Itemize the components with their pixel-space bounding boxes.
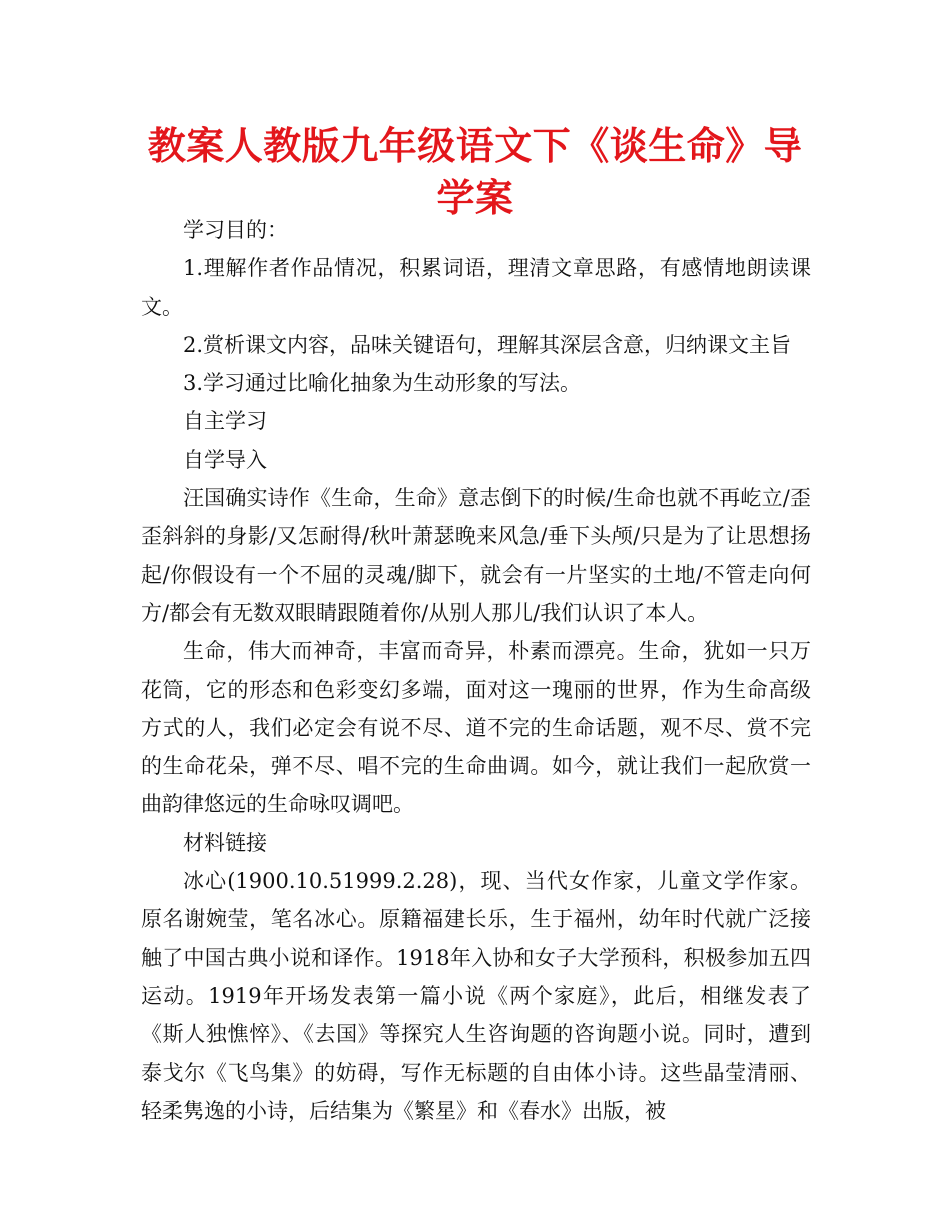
paragraph-objective-2: 2.赏析课文内容，品味关键语句，理解其深层含意，归纳课文主旨 — [183, 332, 792, 357]
paragraph-objective-1: 1.理解作者作品情况，积累词语，理清文章思路，有感情地朗读课文。 — [141, 256, 811, 319]
paragraph-material-heading: 材料链接 — [183, 830, 267, 855]
paragraph-self-study-heading: 自主学习 — [183, 409, 267, 434]
paragraph-poem: 汪国确实诗作《生命，生命》意志倒下的时候/生命也就不再屹立/歪歪斜斜的身影/又怎耐得/秋叶萧瑟晚来风急/垂下头颅/只是为了让思想扬起/你假设有一个不屈的灵魂/脚下，就会有一片坚实的土地/不管走向何方/都会有无数双眼睛跟随着你/从别人那儿/我们认识了本人。 — [141, 486, 811, 625]
paragraph-bingxin-bio: 冰心(1900.10.51999.2.28)，现、当代女作家，儿童文学作家。原名谢婉莹，笔名冰心。原籍福建长乐，生于福州，幼年时代就广泛接触了中国古典小说和译作。1918年入协和女子大学预科，积极参加五四运动。1919年开场发表第一篇小说《两个家庭》，此后，相继发表了《斯人独憔悴》、《去国》等探究人生咨询题的咨询题小说。同时，遭到泰戈尔《飞鸟集》的妨碍，写作无标题的自由体小诗。这些晶莹清丽、轻柔隽逸的小诗，后结集为《繁星》和《春水》出版，被 — [141, 869, 811, 1123]
paragraph-objectives-heading: 学习目的： — [183, 218, 288, 242]
paragraph-introduction-heading: 自学导入 — [183, 447, 267, 472]
paragraph-life: 生命，伟大而神奇，丰富而奇异，朴素而漂亮。生命，犹如一只万花筒，它的形态和色彩变幻多端，面对这一瑰丽的世界，作为生命高级方式的人，我们必定会有说不尽、道不完的生命话题，观不尽、赏不完的生命花朵，弹不尽、唱不完的生命曲调。如今，就让我们一起欣赏一曲韵律悠远的生命咏叹调吧。 — [141, 639, 811, 817]
paragraph-objective-3: 3.学习通过比喻化抽象为生动形象的写法。 — [183, 371, 582, 396]
document-body — [141, 211, 811, 1130]
document-title: 教案人教版九年级语文下《谈生命》导学案 — [147, 124, 803, 220]
